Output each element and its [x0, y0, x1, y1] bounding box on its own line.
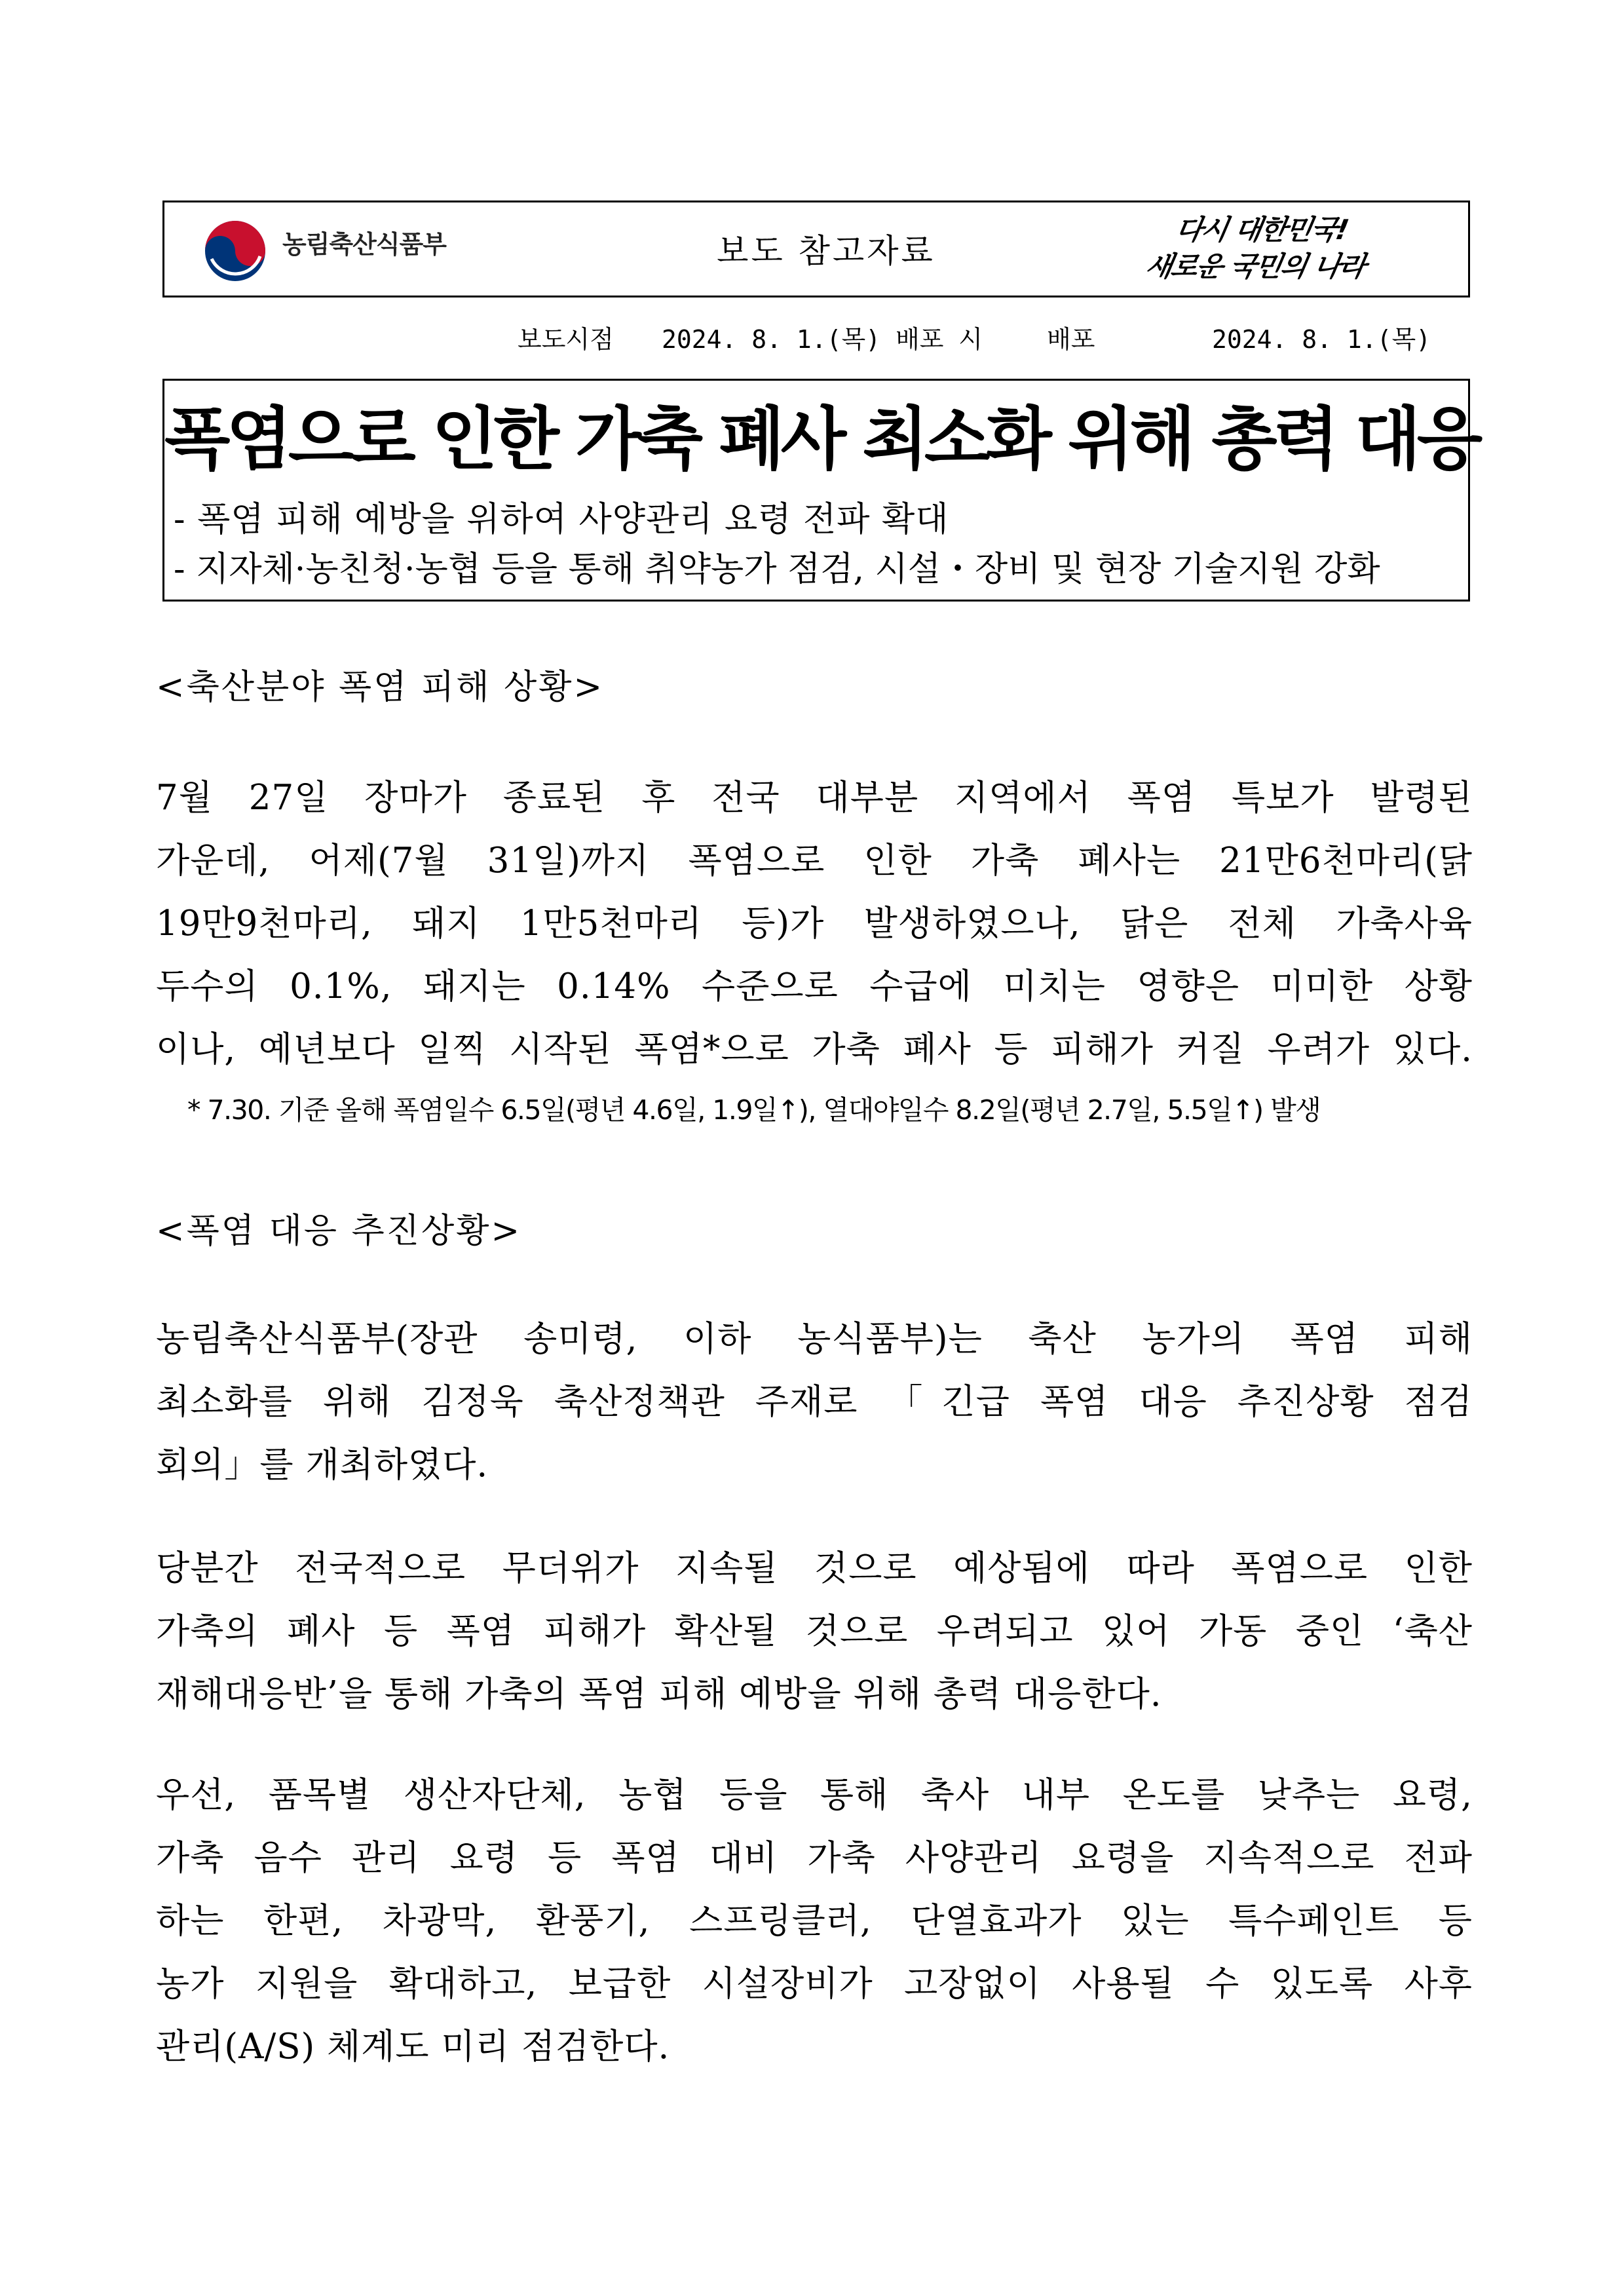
- paragraph-line: 관리(A/S) 체계도 미리 점검한다.: [156, 2027, 670, 2067]
- paragraph-line: 회의」를 개최하였다.: [156, 1445, 489, 1485]
- release-info: [518, 320, 1435, 359]
- ministry-logo: [202, 214, 478, 286]
- paragraph-damage-status: [156, 767, 1473, 1081]
- section-heading-response: <폭염 대응 추진상황>: [156, 1212, 522, 1251]
- paragraph-line: 가축 음수 관리 요령 등 폭염 대비 가축 사양관리 요령을 지속적으로 전파: [156, 1838, 1473, 1878]
- title-box: [162, 379, 1479, 602]
- paragraph-disaster-team: [156, 1537, 1473, 1726]
- paragraph-line: 7월 27일 장마가 종료된 후 전국 대부분 지역에서 폭염 특보가 발령된: [156, 778, 1473, 818]
- embargo-label: 보도시점: [518, 325, 614, 354]
- section-heading-damage: <축산분야 폭염 피해 상황>: [156, 668, 605, 707]
- subtitle-2: - 지자체·농친청·농협 등을 통해 취약농가 점검, 시설・장비 및 현장 기술지원 강화: [174, 550, 1380, 589]
- paragraph-support-measures: [156, 1764, 1473, 2078]
- header-box: [162, 201, 1470, 297]
- government-slogan: [1095, 212, 1422, 285]
- paragraph-line: 이나, 예년보다 일찍 시작된 폭염*으로 가축 폐사 등 피해가 커질 우려가 있다.: [156, 1029, 1473, 1069]
- document-type: 보도 참고자료: [717, 232, 935, 270]
- paragraph-line: 가축의 폐사 등 폭염 피해가 확산될 것으로 우려되고 있어 가동 중인 ‘축산: [156, 1611, 1473, 1651]
- page-title: 폭염으로 인한 가축 폐사 최소화 위해 총력 대응: [164, 399, 1479, 479]
- embargo-date: 2024. 8. 1.(목) 배포 시: [662, 325, 983, 354]
- paragraph-meeting: [156, 1308, 1473, 1497]
- ministry-name: 농림축산식품부: [282, 230, 446, 259]
- paragraph-line: 농림축산식품부(장관 송미령, 이하 농식품부)는 축산 농가의 폭염 피해: [156, 1319, 1473, 1359]
- slogan-line-2: 새로운 국민의 나라: [1142, 250, 1368, 282]
- footnote-heatwave-days: * 7.30. 기준 올해 폭염일수 6.5일(평년 4.6일, 1.9일↑), 열대야일수 8.2일(평년 2.7일, 5.5일↑) 발생: [187, 1094, 1321, 1126]
- distribution-label: 배포: [1047, 325, 1095, 354]
- paragraph-line: 19만9천마리, 돼지 1만5천마리 등)가 발생하였으나, 닭은 전체 가축사육: [156, 904, 1473, 944]
- paragraph-line: 최소화를 위해 김정욱 축산정책관 주재로 「긴급 폭염 대응 추진상황 점검: [156, 1382, 1473, 1422]
- paragraph-line: 하는 한편, 차광막, 환풍기, 스프링클러, 단열효과가 있는 특수페인트 등: [156, 1901, 1473, 1941]
- subtitle-1: - 폭염 피해 예방을 위하여 사양관리 요령 전파 확대: [174, 500, 949, 539]
- paragraph-line: 우선, 품목별 생산자단체, 농협 등을 통해 축사 내부 온도를 낮추는 요령,: [156, 1775, 1473, 1815]
- slogan-line-1: 다시 대한민국!: [1173, 214, 1350, 246]
- paragraph-line: 두수의 0.1%, 돼지는 0.14% 수준으로 수급에 미치는 영향은 미미한 상황: [156, 966, 1473, 1006]
- paragraph-line: 농가 지원을 확대하고, 보급한 시설장비가 고장없이 사용될 수 있도록 사후: [156, 1964, 1473, 2004]
- distribution-date: 2024. 8. 1.(목): [1212, 325, 1431, 354]
- paragraph-line: 당분간 전국적으로 무더위가 지속될 것으로 예상됨에 따라 폭염으로 인한: [156, 1548, 1473, 1588]
- paragraph-line: 가운데, 어제(7월 31일)까지 폭염으로 인한 가축 폐사는 21만6천마리(닭: [156, 841, 1473, 881]
- paragraph-line: 재해대응반’을 통해 가축의 폭염 피해 예방을 위해 총력 대응한다.: [156, 1674, 1162, 1714]
- taegeuk-emblem-icon: [202, 218, 268, 284]
